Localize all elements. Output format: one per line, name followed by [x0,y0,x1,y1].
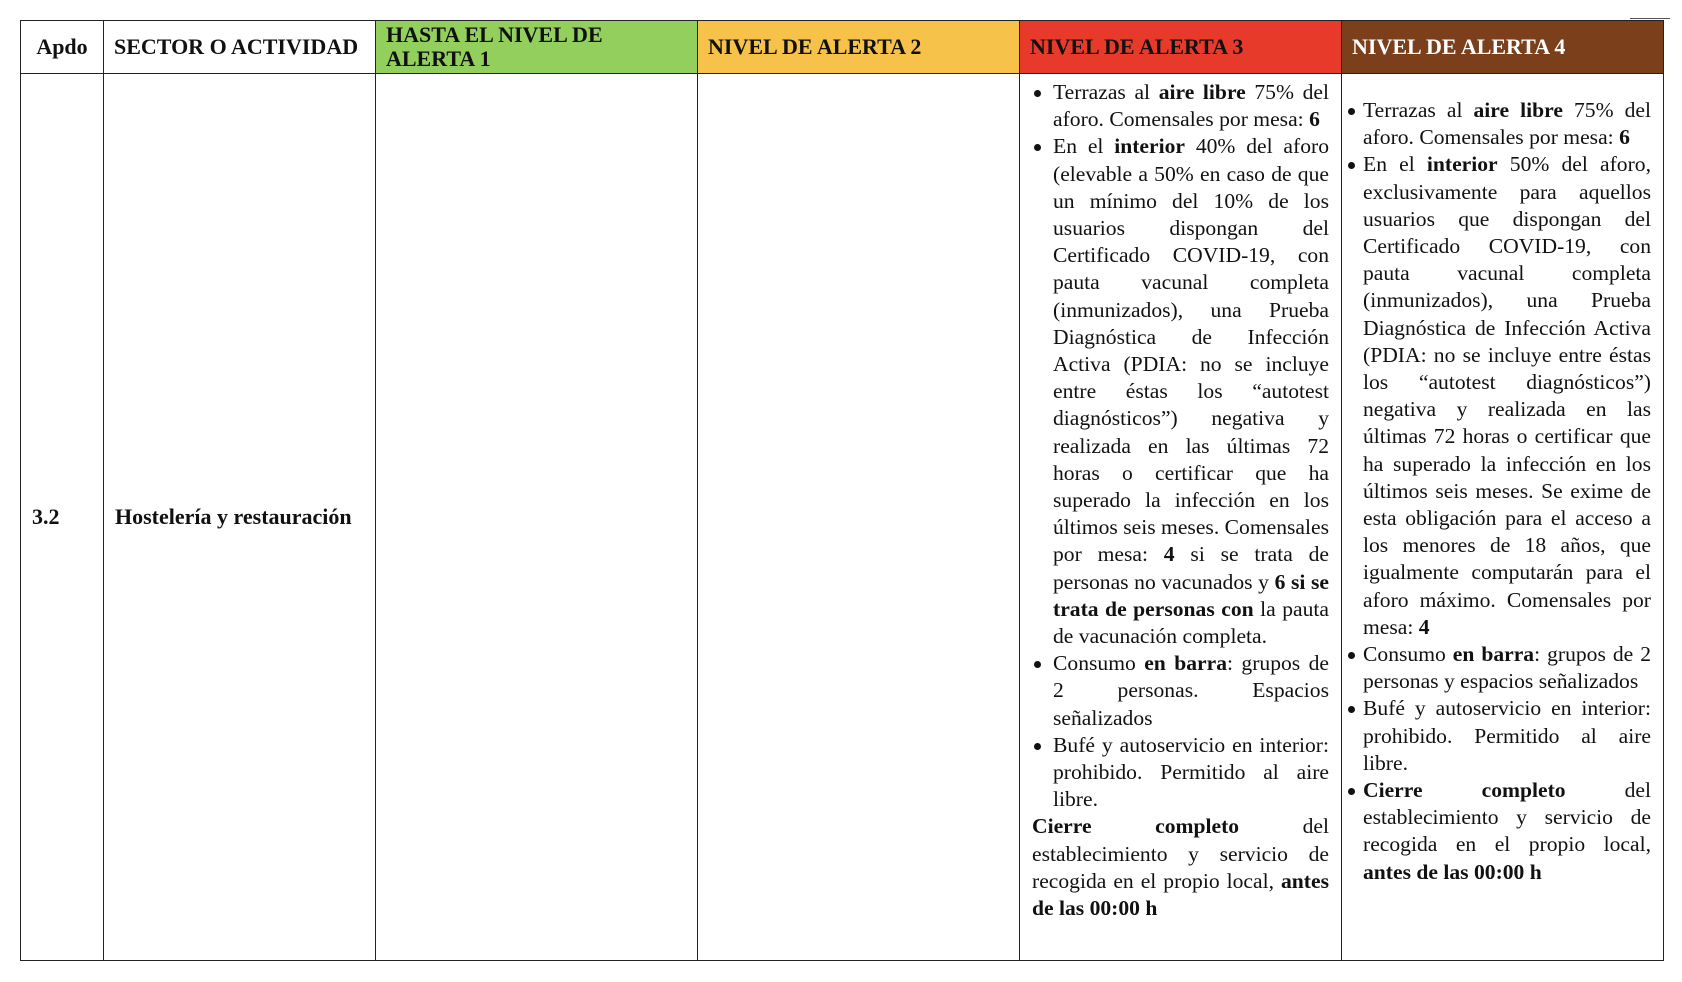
list-item: En el interior 50% del aforo, exclusivamente para aquellos usuarios que dispongan del Certificado COVID-19, con pauta vacunal completa (inmunizados), una Prueba Diagnóstica de Infección Activa (PDIA: no se incluye entre éstas los “autotest diagnósticos”) negativa y realizada en las últimas 72 horas o certificar que ha superado la infección en los últimos seis meses. Se exime de esta obligación para el acceso a los menores de 18 años, que igualmente computarán para el aforo máximo. Comensales por mesa: 4 [1348,151,1651,641]
top-rule [1630,18,1670,19]
header-apdo: Apdo [21,21,104,74]
list-item: Terrazas al aire libre 75% del aforo. Comensales por mesa: 6 [1032,79,1329,133]
cell-alert-2 [698,74,1020,961]
cell-alert-4 [1342,74,1664,961]
alert-4-rules [1348,97,1651,886]
list-item: Consumo en barra: grupos de 2 personas. Espacios señalizados [1032,650,1329,732]
alert-levels-table [20,20,1664,961]
alert-3-rules [1032,79,1329,813]
list-item: Cierre completo del establecimiento y servicio de recogida en el propio local, antes de las 00:00 h [1348,777,1651,886]
list-item: Consumo en barra: grupos de 2 personas y espacios señalizados [1348,641,1651,695]
cell-sector: Hostelería y restauración [104,74,376,961]
list-item: Terrazas al aire libre 75% del aforo. Comensales por mesa: 6 [1348,97,1651,151]
header-row [21,21,1664,74]
list-item: Bufé y autoservicio en interior: prohibido. Permitido al aire libre. [1348,695,1651,777]
cell-alert-3 [1020,74,1342,961]
table-row [21,74,1664,961]
list-item: Bufé y autoservicio en interior: prohibido. Permitido al aire libre. [1032,732,1329,814]
cell-alert-1 [376,74,698,961]
closing-note: Cierre completo del establecimiento y servicio de recogida en el propio local, antes de las 00:00 h [1032,814,1330,921]
list-item: En el interior 40% del aforo (elevable a 50% en caso de que un mínimo del 10% de los usuarios dispongan del Certificado COVID-19, con pauta vacunal completa (inmunizados), una Prueba Diagnóstica de Infección Activa (PDIA: no se incluye entre éstas los “autotest diagnósticos”) negativa y realizada en las últimas 72 horas o certificar que ha superado la infección en los últimos seis meses. Comensales por mesa: 4 si se trata de personas no vacunados y 6 si se trata de personas con la pauta de vacunación completa. [1032,133,1329,650]
header-sector: SECTOR O ACTIVIDAD [104,21,376,74]
header-alert-1: HASTA EL NIVEL DE ALERTA 1 [376,21,698,74]
header-alert-2: NIVEL DE ALERTA 2 [698,21,1020,74]
cell-apdo: 3.2 [21,74,104,961]
header-alert-3: NIVEL DE ALERTA 3 [1020,21,1342,74]
header-alert-4: NIVEL DE ALERTA 4 [1342,21,1664,74]
